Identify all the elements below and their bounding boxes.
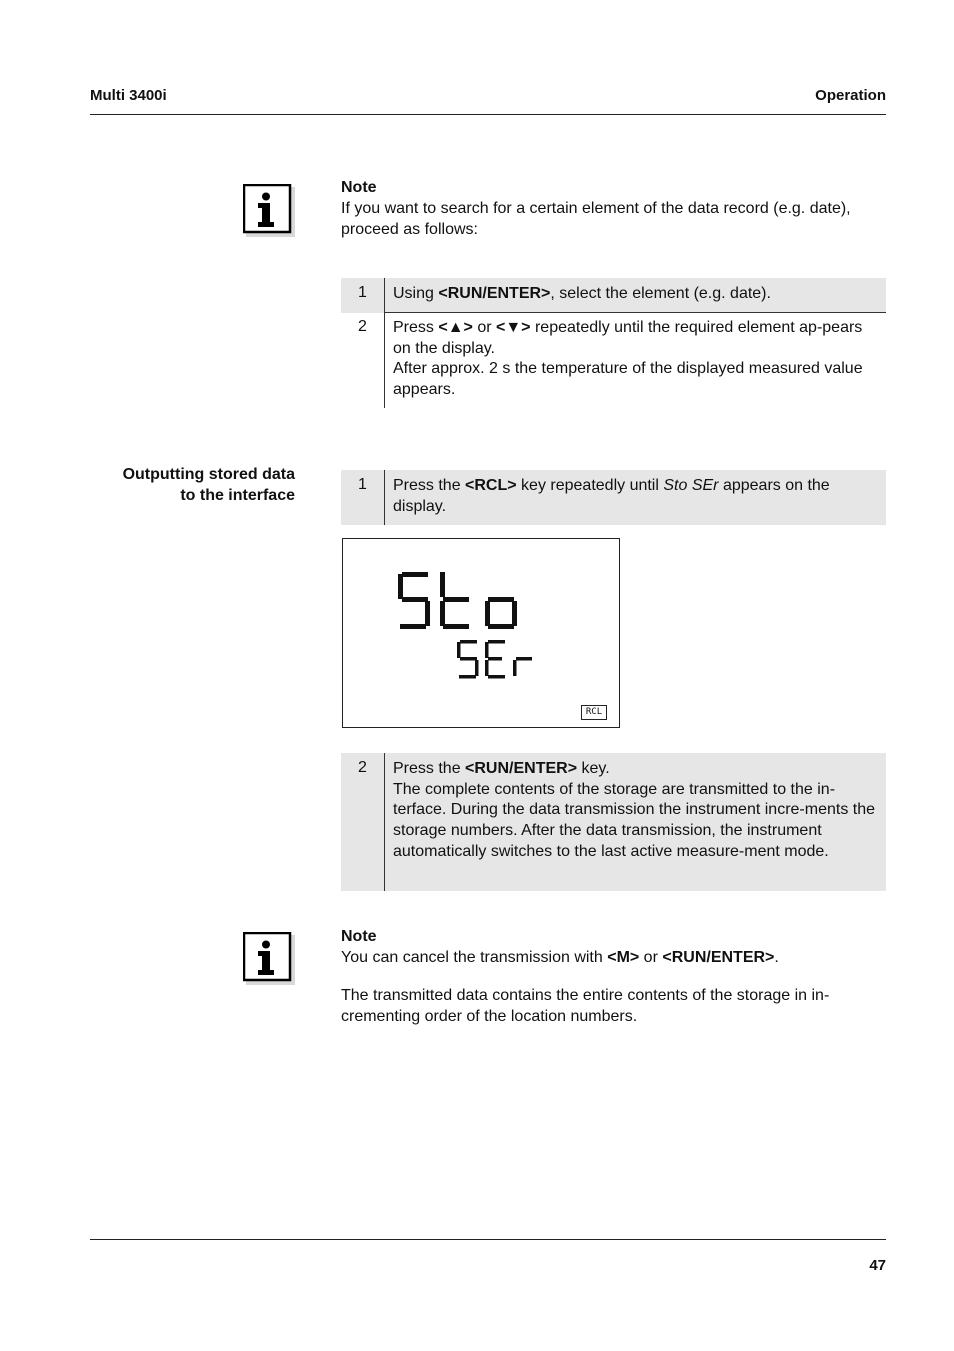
page-number: 47: [869, 1257, 886, 1274]
footer-rule: [90, 1239, 886, 1240]
key-label: <▼>: [496, 319, 531, 336]
step-text: Press the <RUN/ENTER> key. The complete contents of the storage are transmitted to the in-terface. During the data transmission the instrument incre-ments the storage numbers. After the data transmission, the instrument automatically switches to the last active measure-ment mode.: [393, 760, 875, 860]
lcd-line-ser: [457, 640, 532, 679]
key-label: <RUN/ENTER>: [662, 949, 775, 966]
step-number: 2: [358, 318, 367, 335]
note-title: Note: [341, 179, 377, 196]
display-text: Sto SEr: [663, 477, 719, 494]
step-row: [341, 753, 886, 891]
header-product-name: Multi 3400i: [90, 87, 167, 104]
step-text: Using <RUN/ENTER>, select the element (e.g. date).: [393, 285, 771, 302]
note-text: You can cancel the transmission with <M> or <RUN/ENTER>.: [341, 949, 779, 966]
step-row: [341, 313, 886, 408]
info-icon: [243, 932, 295, 985]
note-text: If you want to search for a certain element of the data record (e.g. date), proceed as follows:: [341, 200, 851, 238]
key-label: <RUN/ENTER>: [438, 285, 551, 302]
rcl-indicator: RCL: [581, 705, 607, 720]
step-text: Press <▲> or <▼> repeatedly until the required element ap-pears on the display. After approx. 2 s the temperature of the displayed measured value appears.: [393, 319, 863, 399]
key-label: <M>: [607, 949, 640, 966]
lcd-segment-text: [343, 539, 618, 726]
step-row: [341, 278, 886, 313]
lcd-line-sto: [398, 572, 517, 629]
step-number: 1: [358, 284, 367, 301]
key-label: <▲>: [438, 319, 473, 336]
section-title: Outputting stored data to the interface: [122, 466, 295, 504]
key-label: <RCL>: [465, 477, 517, 494]
step-text: Press the <RCL> key repeatedly until Sto SEr appears on the display.: [393, 477, 830, 515]
step-number: 1: [358, 476, 367, 493]
header-rule: [90, 114, 886, 115]
step-row: [341, 470, 886, 525]
step-number: 2: [358, 759, 367, 776]
key-label: <RUN/ENTER>: [465, 760, 578, 777]
lcd-display: [342, 538, 620, 728]
note-title: Note: [341, 928, 377, 945]
header-chapter-title: Operation: [815, 87, 886, 104]
closing-paragraph: The transmitted data contains the entire contents of the storage in in-crementing order of the location numbers.: [341, 987, 830, 1025]
info-icon: [243, 184, 295, 237]
